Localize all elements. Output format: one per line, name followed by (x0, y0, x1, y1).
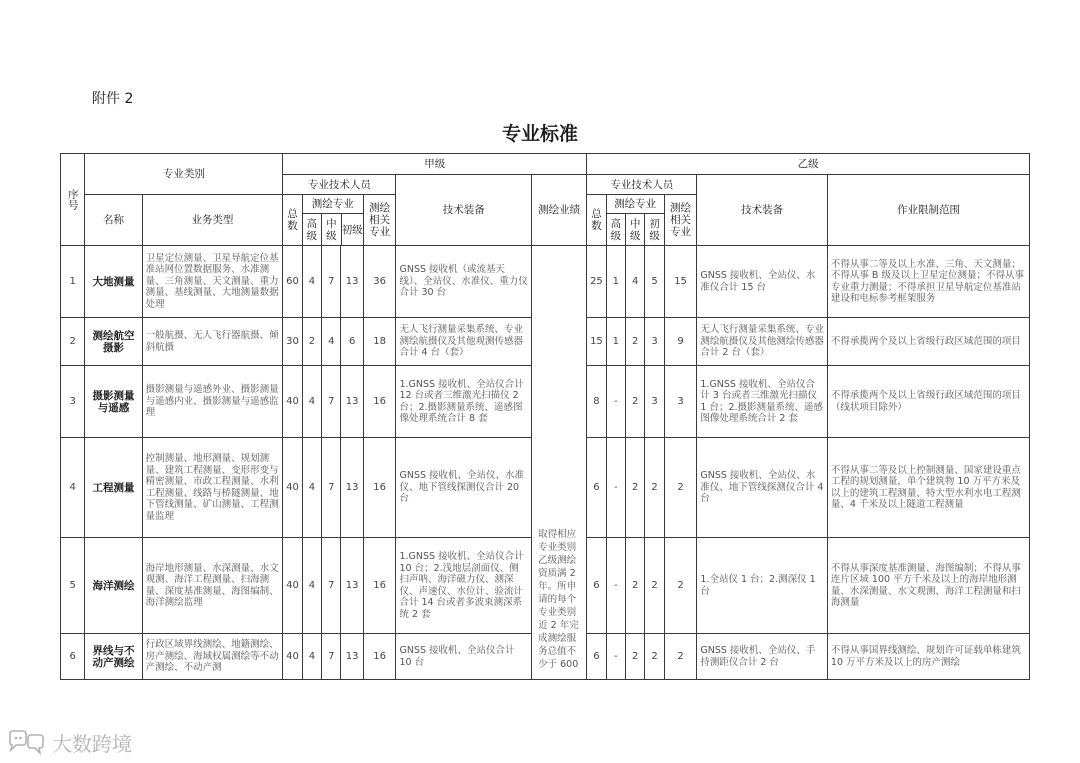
row-a-equipment: 1.GNSS 接收机、全站仪合计 10 台；2.浅地层剖面仪、侧扫声呐、海洋磁力仪、测深仪、声速仪、水位计、验流计合计 14 台或者多波束测深系统 2 套 (396, 538, 532, 634)
row-a-related: 18 (363, 318, 396, 366)
row-a-middle: 7 (322, 246, 341, 318)
row-b-equipment: 无人飞行测量采集系统、专业测绘航摄仪及其他测绘传感器合计 2 台（套） (697, 318, 828, 366)
row-a-equipment: 1.GNSS 接收机、全站仪合计 12 台或者三维激光扫描仪 2 台；2.摄影测量系统、遥感图像处理系统合计 8 套 (396, 366, 532, 438)
row-b-equipment: GNSS 接收机、全站仪、水准仪合计 15 台 (697, 246, 828, 318)
row-b-restriction: 不得从事二等及以上水准、三角、天文测量；不得从事 B 级及以上卫星定位测量；不得从事专业重力测量；不得承担卫星导航定位基准站建设和电标参考框架服务 (827, 246, 1029, 318)
standards-table (60, 153, 1030, 680)
header-b-senior: 高级 (607, 214, 626, 245)
header-a-related-major: 测绘相关专业 (363, 195, 396, 246)
row-name: 工程测量 (85, 438, 142, 538)
row-a-senior: 2 (302, 318, 321, 366)
row-a-related: 16 (363, 634, 396, 680)
header-a-performance: 测绘业绩 (532, 175, 587, 246)
header-seq: 序号 (61, 154, 85, 246)
row-b-total: 8 (587, 366, 606, 438)
header-category: 专业类别 (85, 154, 283, 195)
header-a-surveying-major (302, 195, 363, 246)
row-a-total: 30 (283, 318, 302, 366)
row-a-middle: 4 (322, 318, 341, 366)
row-business: 卫星定位测量、卫星导航定位基准站网位置数据服务、水准测量、三角测量、天文测量、重力测量、基线测量、大地测量数据处理 (142, 246, 283, 318)
row-a-total: 60 (283, 246, 302, 318)
row-a-middle: 7 (322, 366, 341, 438)
row-a-equipment: GNSS 接收机、全站仪、水准仪、地下管线探测仪合计 20 台 (396, 438, 532, 538)
row-b-senior: 1 (606, 246, 625, 318)
row-a-related: 16 (363, 538, 396, 634)
header-b-junior: 初级 (649, 217, 660, 242)
row-name: 测绘航空摄影 (85, 318, 142, 366)
row-name: 大地测量 (85, 246, 142, 318)
row-b-related: 2 (664, 538, 697, 634)
row-name: 界线与不动产测绘 (85, 634, 142, 680)
header-a-surveying-major-label: 测绘专业 (303, 195, 363, 214)
row-a-equipment: GNSS 接收机（或流基天线）、全站仪、水准仪、重力仪合计 30 台 (396, 246, 532, 318)
row-b-equipment: 1.GNSS 接收机、全站仪合计 3 台或者三维激光扫描仪 1 台；2.摄影测量系统、遥感图像处理系统合计 2 套 (697, 366, 828, 438)
row-b-related: 9 (664, 318, 697, 366)
row-name: 摄影测量与遥感 (85, 366, 142, 438)
row-b-middle: 2 (626, 538, 645, 634)
row-a-related: 36 (363, 246, 396, 318)
row-b-equipment: GNSS 接收机、全站仪、水准仪、地下管线探测仪合计 4 台 (697, 438, 828, 538)
row-b-middle: 2 (626, 318, 645, 366)
row-a-junior: 13 (341, 438, 363, 538)
row-b-middle: 2 (626, 438, 645, 538)
header-grade-b: 乙级 (587, 154, 1030, 175)
row-b-junior: 2 (645, 538, 664, 634)
row-b-junior: 2 (645, 634, 664, 680)
row-b-total: 6 (587, 634, 606, 680)
row-a-total: 40 (283, 538, 302, 634)
header-name: 名称 (85, 195, 142, 246)
row-a-equipment: 无人飞行测量采集系统、专业测绘航摄仪及其他观测传感器合计 4 台（套） (396, 318, 532, 366)
row-seq: 5 (61, 538, 85, 634)
row-business: 一般航摄、无人飞行器航摄、倾斜航摄 (142, 318, 283, 366)
row-b-restriction: 不得承揽两个及以上省级行政区域范围的项目 (827, 318, 1029, 366)
document-title: 专业标准 (501, 123, 578, 145)
header-a-equipment: 技术装备 (396, 175, 532, 246)
row-a-junior: 13 (341, 366, 363, 438)
row-a-junior: 13 (341, 538, 363, 634)
header-a-senior: 高级 (303, 214, 322, 245)
row-b-middle: 2 (626, 366, 645, 438)
row-b-related: 2 (664, 438, 697, 538)
row-a-middle: 7 (322, 538, 341, 634)
header-a-total: 总数 (283, 195, 302, 246)
watermark-text: 大数跨境 (52, 732, 132, 756)
row-a-senior: 4 (302, 634, 321, 680)
chat-bubble-logo-icon (6, 730, 46, 756)
row-business: 摄影测量与遥感外业、摄影测量与遥感内业、摄影测量与遥感监理 (142, 366, 283, 438)
header-b-total: 总数 (587, 195, 606, 246)
header-b-middle: 中级 (626, 214, 645, 245)
header-b-surveying-major-label: 测绘专业 (607, 195, 664, 214)
row-a-total: 40 (283, 366, 302, 438)
header-b-surveying-major (606, 195, 664, 246)
header-a-tech-staff: 专业技术人员 (283, 175, 396, 195)
row-a-total: 40 (283, 438, 302, 538)
row-b-restriction: 不得从事二等及以上控制测量、国家建设重点工程的规划测量，单个建筑物 10 万平方米及以上的建筑工程测量、特大型水利水电工程测量、4 千米及以上隧道工程测量 (827, 438, 1029, 538)
performance-cell: 取得相应专业类别乙级测绘资质满 2 年。所申请的每个专业类别近 2 年完成测绘服务总值不少于 600 (532, 246, 587, 680)
row-b-middle: 4 (626, 246, 645, 318)
row-business: 控制测量、地形测量、规划测量、建筑工程测量、变形形变与精密测量、市政工程测量、水利工程测量、线路与桥隧测量、地下管线测量、矿山测量、工程测量监理 (142, 438, 283, 538)
row-seq: 4 (61, 438, 85, 538)
row-a-related: 16 (363, 438, 396, 538)
row-business: 行政区域界线测绘、地籍测绘、房产测绘、海域权属测绘等不动产测绘、不动产测 (142, 634, 283, 680)
row-a-senior: 4 (302, 438, 321, 538)
header-b-related-major: 测绘相关专业 (664, 195, 697, 246)
row-seq: 3 (61, 366, 85, 438)
row-b-related: 3 (664, 366, 697, 438)
row-seq: 2 (61, 318, 85, 366)
row-a-total: 40 (283, 634, 302, 680)
row-b-junior: 3 (645, 366, 664, 438)
row-a-senior: 4 (302, 366, 321, 438)
row-b-restriction: 不得从事深度基准测量、海图编制；不得从事连片区域 100 平方千米及以上的海岸地形测量、水深测量、水文观测、海洋工程测量和扫海测量 (827, 538, 1029, 634)
row-b-junior: 3 (645, 318, 664, 366)
row-b-total: 6 (587, 538, 606, 634)
row-b-senior: - (606, 438, 625, 538)
header-a-middle: 中级 (322, 214, 341, 245)
header-b-tech-staff: 专业技术人员 (587, 175, 697, 195)
row-b-restriction: 不得从事国界线测绘、规划许可证载单栋建筑 10 万平方米及以上的房产测绘 (827, 634, 1029, 680)
row-b-equipment: GNSS 接收机、全站仪、手持测距仪合计 2 台 (697, 634, 828, 680)
watermark (6, 728, 132, 757)
row-b-senior: - (606, 538, 625, 634)
row-b-senior: - (606, 634, 625, 680)
row-a-middle: 7 (322, 438, 341, 538)
row-b-equipment: 1.全站仪 1 台；2.测深仪 1 台 (697, 538, 828, 634)
annex-label: 附件 2 (92, 91, 134, 107)
row-seq: 1 (61, 246, 85, 318)
row-a-related: 16 (363, 366, 396, 438)
table-row (61, 246, 1030, 318)
row-business: 海岸地形测量、水深测量、水文观测、海洋工程测量、扫海测量、深度基准测量、海图编制、海洋测绘监理 (142, 538, 283, 634)
row-b-restriction: 不得承揽两个及以上省级行政区域范围的项目（线状项目除外） (827, 366, 1029, 438)
row-a-middle: 7 (322, 634, 341, 680)
row-b-senior: - (606, 366, 625, 438)
row-b-junior: 5 (645, 246, 664, 318)
row-name: 海洋测绘 (85, 538, 142, 634)
row-seq: 6 (61, 634, 85, 680)
row-b-junior: 2 (645, 438, 664, 538)
row-a-junior: 13 (341, 246, 363, 318)
header-grade-a: 甲级 (283, 154, 587, 175)
row-b-total: 25 (587, 246, 606, 318)
row-b-related: 2 (664, 634, 697, 680)
row-a-junior: 6 (341, 318, 363, 366)
header-b-equipment: 技术装备 (697, 175, 828, 246)
header-business-type: 业务类型 (142, 195, 283, 246)
row-a-senior: 4 (302, 246, 321, 318)
header-b-restriction: 作业限制范围 (827, 175, 1029, 246)
row-a-equipment: GNSS 接收机、全站仪合计 10 台 (396, 634, 532, 680)
row-a-senior: 4 (302, 538, 321, 634)
row-b-senior: 1 (606, 318, 625, 366)
row-b-related: 15 (664, 246, 697, 318)
row-b-total: 15 (587, 318, 606, 366)
row-a-junior: 13 (341, 634, 363, 680)
header-a-junior: 初级 (341, 223, 363, 236)
row-b-middle: 2 (626, 634, 645, 680)
row-b-total: 6 (587, 438, 606, 538)
